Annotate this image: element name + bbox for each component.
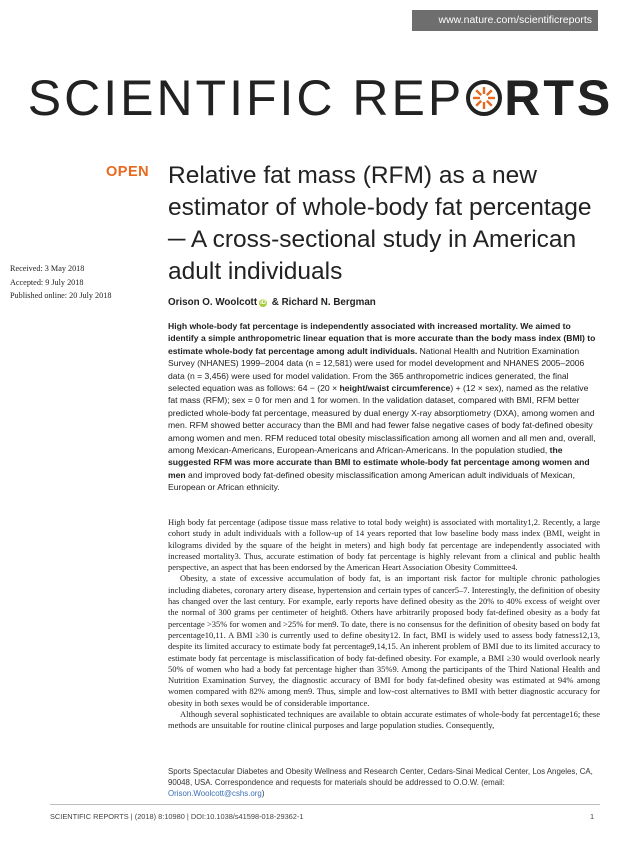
abstract-conclusion-end: and improved body fat-defined obesity misclassification among American adult individuals of Mexican, European or African ethnicity. xyxy=(168,469,575,493)
article-body xyxy=(168,517,600,732)
accepted-date: Accepted: 9 July 2018 xyxy=(10,277,84,287)
footer-divider xyxy=(50,804,600,805)
journal-masthead xyxy=(0,68,641,128)
abstract-methods: National Health and Nutrition Examination Survey (NHANES) 1999–2004 data (n = 12,581) were used for model development and NHANES 2005–2006 data (n = 3,456) were used for model validation. From the 365 anthropometric indices generated, the final selected equation was as follows: 64 − (20 × xyxy=(168,345,585,394)
abstract-conclusion: the suggested RFM was more accurate than BMI to estimate whole-body fat percentage among women and men xyxy=(168,445,590,480)
article-dates xyxy=(10,262,150,303)
received-date: Received: 3 May 2018 xyxy=(10,264,85,273)
journal-url-bar[interactable]: www.nature.com/scientificreports xyxy=(412,10,598,31)
open-access-label: OPEN xyxy=(106,164,150,180)
orcid-icon[interactable]: iD xyxy=(260,300,267,306)
affiliation-close: ) xyxy=(261,789,265,798)
body-paragraph-2: Obesity, a state of excessive accumulation of body fat, is an important risk factor for multiple chronic pathologies including diabetes, coronary artery disease, hypertension and certain types of cancer5–7. Interestingly, the definition of obesity has changed over the last century. For example, early reports have defined obesity as the 20% to 40% excess of weight over the normal of 300 grams per centimeter of height8. Others have arbitrarily proposed body fat-defined obesity as a body fat percentage >35% for women and >25% for men9. To date, there is no consensus for the definition of obesity based on body fat percentage10,11. A BMI ≥30 is currently used to define obesity12. In fact, BMI is widely used to assess body fatness12,13, despite its limited accuracy to estimate body fat percentage9,14,15. An inherent problem of BMI due to its limited accuracy to estimate body fat percentage is misclassification of body fat-defined obesity. For example, a BMI ≥30 would overlook nearly 50% of women who had a body fat percentage higher than 35%9. Among the participants of the Third National Health and Nutrition Examination Survey, the diagnostic accuracy of BMI for body fat-defined obesity was estimated at 94% among women compared with 82% among men9. Thus, simple and low-cost alternatives to BMI with better diagnostic accuracy for obesity in both sexes would be of considerable importance. xyxy=(168,573,600,708)
body-paragraph-3: Although several sophisticated techniques are available to obtain accurate estimates of whole-body fat percentage16; these methods are unsuitable for routine clinical purposes and large population studies. Consequently, xyxy=(168,709,600,731)
masthead-light: SCIENTIFIC REP xyxy=(27,70,465,126)
abstract-results: ) + (12 × sex), named as the relative fat mass (RFM); sex = 0 for men and 1 for women. In the validation dataset, compared with BMI, RFM better predicted whole-body fat percentage, measured by dual energy X-ray absorptiometry (DXA), among women and men. RFM showed better accuracy than the BMI and had fewer false negative cases of body fat-defined obesity among women and men. RFM reduced total obesity misclassification among all women and all men and, overall, among Mexican-Americans, European-Americans and African-Americans. In the population studied, xyxy=(168,383,596,456)
affiliation-note xyxy=(168,766,600,799)
footer-citation: SCIENTIFIC REPORTS | (2018) 8:10980 | DOI:10.1038/s41598-018-29362-1 xyxy=(50,812,304,821)
abstract-intro: High whole-body fat percentage is independently associated with increased mortality. We aimed to identify a simple anthropometric linear equation that is more accurate than the body mass index (BMI) to estimate whole-body fat percentage among adult individuals. xyxy=(168,321,596,356)
abstract xyxy=(168,320,600,494)
abstract-equation-term: height/waist circumference xyxy=(339,383,451,394)
author-first[interactable]: Orison O. Woolcott xyxy=(168,297,258,308)
author-rest[interactable]: & Richard N. Bergman xyxy=(269,297,376,308)
affiliation-text: Sports Spectacular Diabetes and Obesity Wellness and Research Center, Cedars-Sinai Medical Center, Los Angeles, CA, 90048, USA. Correspondence and requests for materials should be addressed to O.O.W. (email: xyxy=(168,767,593,787)
body-paragraph-1: High body fat percentage (adipose tissue mass relative to total body weight) is associated with mortality1,2. Recently, a large cohort study in adult individuals with a follow-up of 14 years reported that low baseline body mass index (BMI, weight in kilograms divided by the square of the height in meters) and high body fat percentage are independently associated with increased mortality3. Thus, accurate estimation of body fat percentage is highly relevant from a clinical and public health perspective, an aspect that has been endorsed by the American Heart Association Obesity Committee4. xyxy=(168,517,600,573)
sunburst-o-icon xyxy=(464,78,504,118)
published-date: Published online: 20 July 2018 xyxy=(10,291,112,300)
email-link[interactable]: Orison.Woolcott@cshs.org xyxy=(168,789,262,798)
article-title: Relative fat mass (RFM) as a new estimator of whole-body fat percentage ─ A cross-sectional study in American adult individuals xyxy=(168,162,592,285)
page-number: 1 xyxy=(590,812,595,821)
author-list xyxy=(168,297,376,308)
masthead-bold: RTS xyxy=(504,70,614,126)
